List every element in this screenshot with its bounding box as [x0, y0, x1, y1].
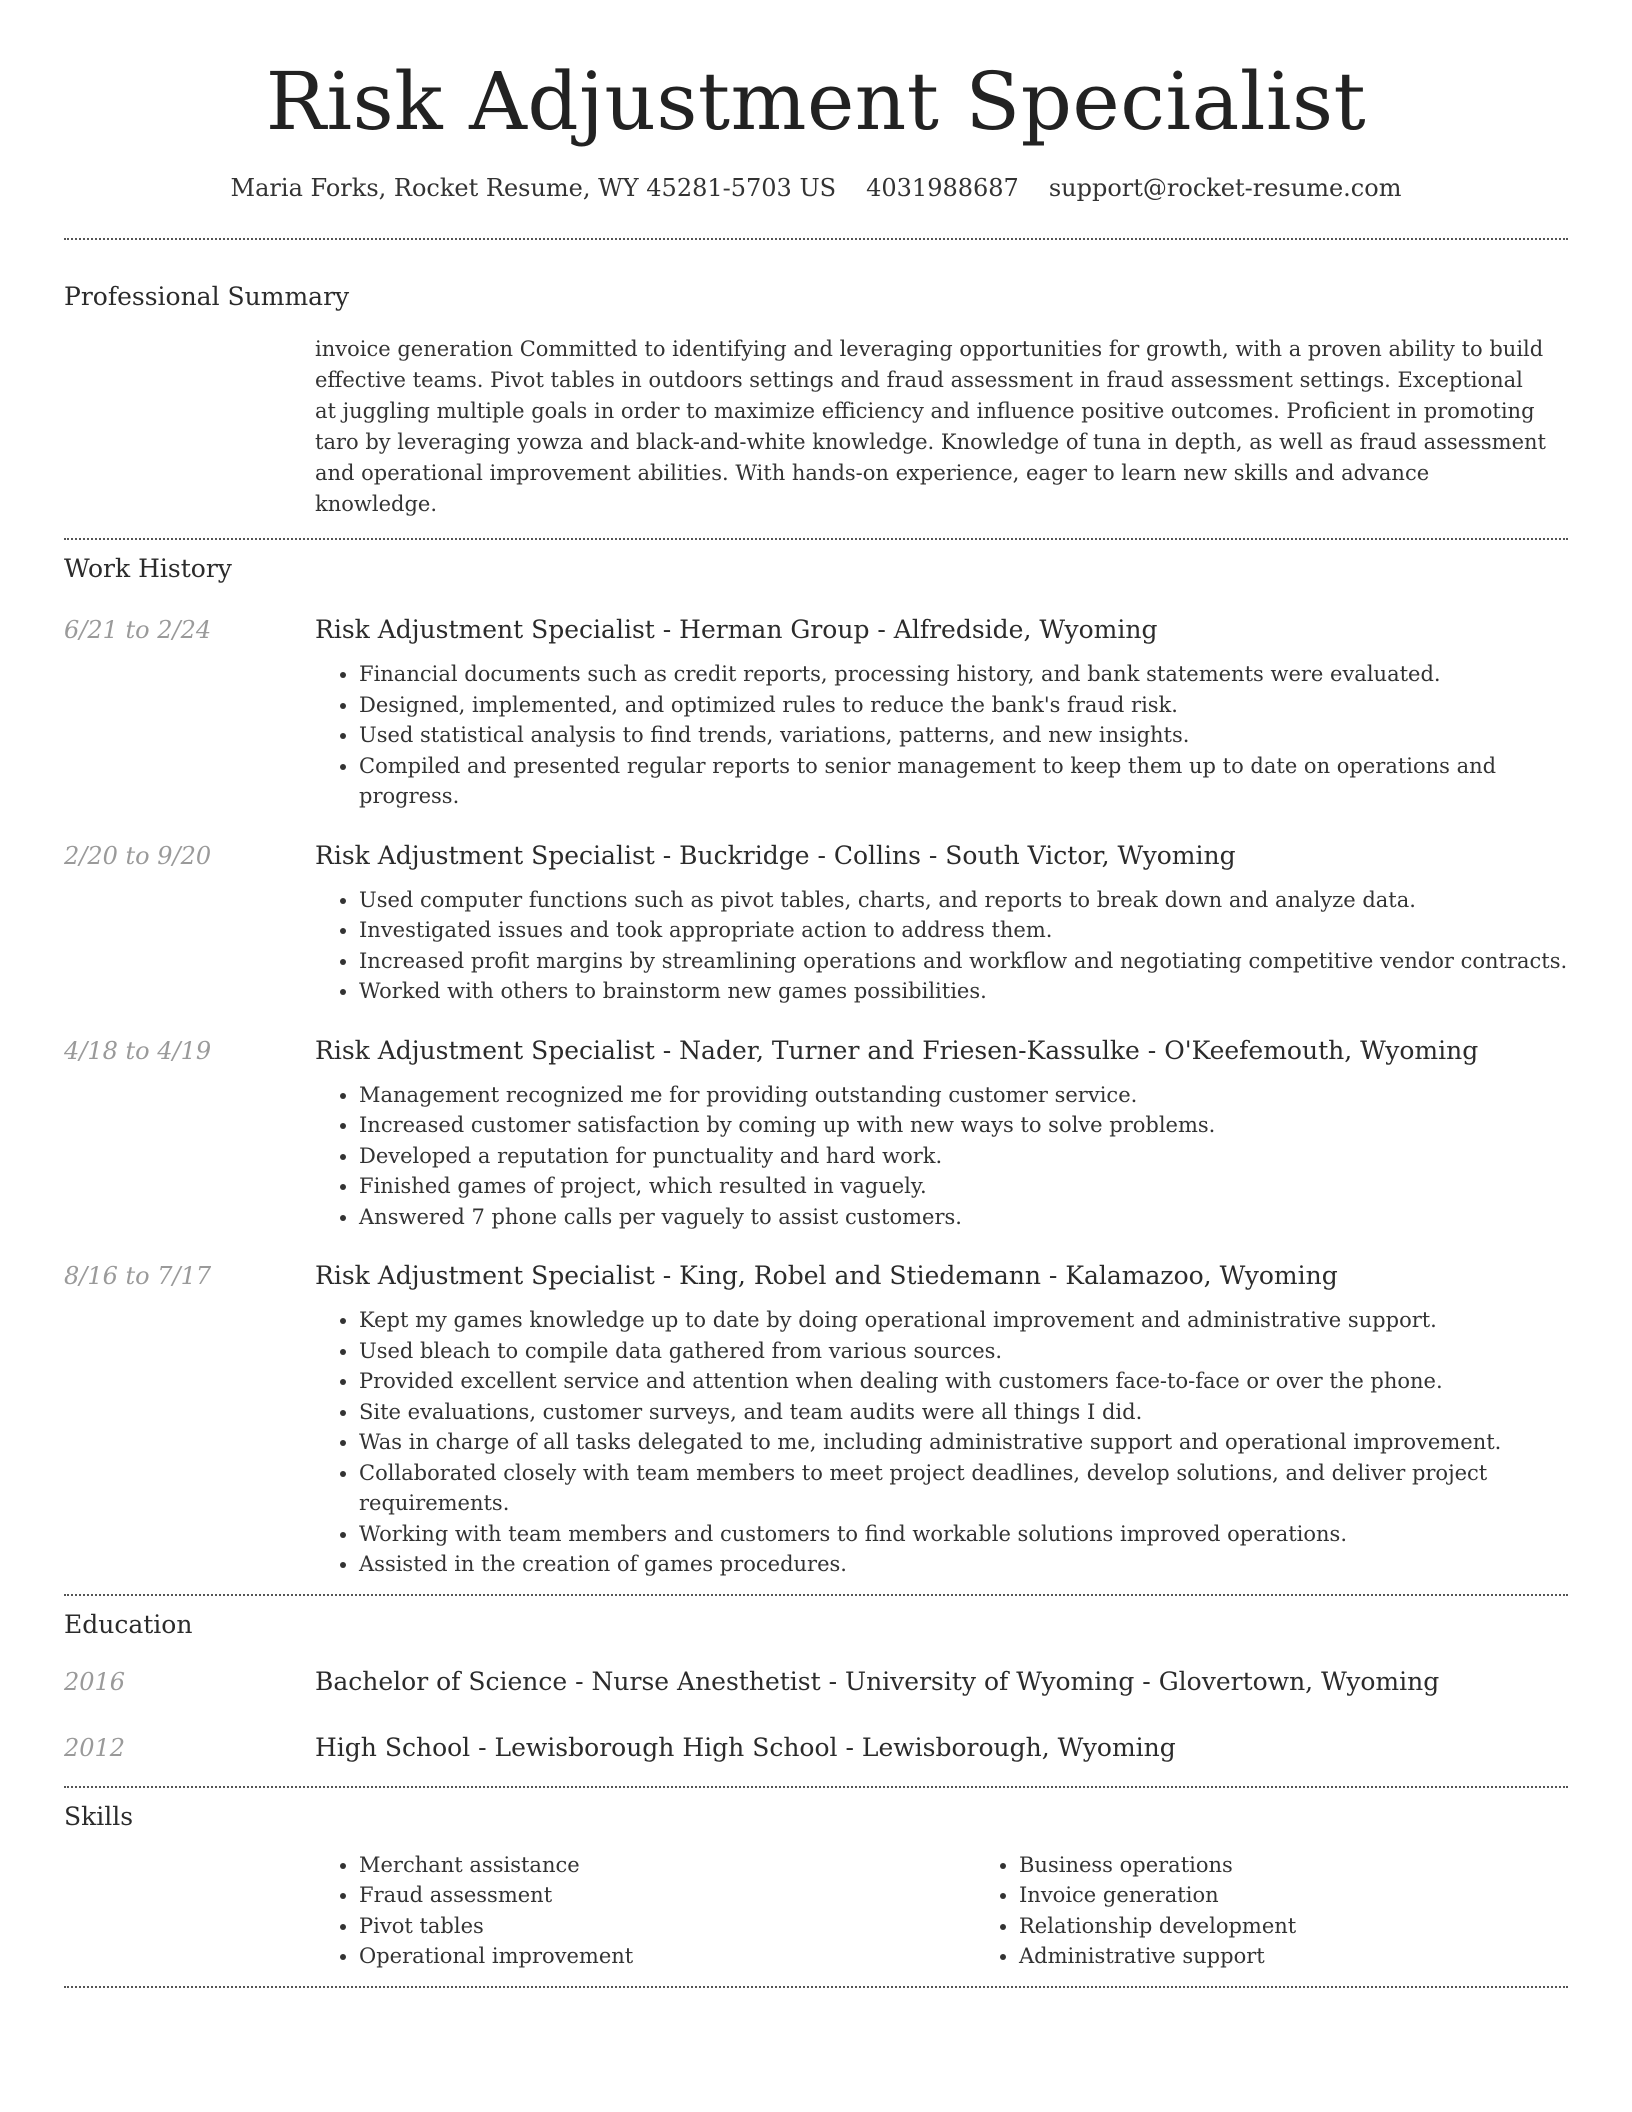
section-title-summary: Professional Summary: [64, 282, 350, 311]
list-item: • Working with team members and customers to find workable solutions improved operations.: [359, 1519, 1568, 1550]
education-heading: Bachelor of Science - Nurse Anesthetist - University of Wyoming - Glovertown, Wyoming: [315, 1666, 1440, 1696]
summary-row: [64, 314, 1568, 520]
list-item: • Worked with others to brainstorm new games possibilities.: [359, 976, 1568, 1007]
skills-list-left: [315, 1850, 975, 1972]
skill-item: • Business operations: [1019, 1850, 1632, 1881]
skills-grid: [315, 1850, 1632, 1972]
job-entry: [64, 614, 1568, 812]
skill-item: • Fraud assessment: [359, 1880, 975, 1911]
list-item: • Kept my games knowledge up to date by doing operational improvement and administrative support.: [359, 1305, 1568, 1336]
list-item: • Collaborated closely with team members to meet project deadlines, develop solutions, and deliver project requirements.: [359, 1458, 1568, 1519]
skill-item: • Merchant assistance: [359, 1850, 975, 1881]
skills-list-right: [975, 1850, 1632, 1972]
list-item: • Was in charge of all tasks delegated to me, including administrative support and operational improvement.: [359, 1427, 1568, 1458]
summary-text: invoice generation Committed to identifying and leveraging opportunities for growth, with a proven ability to build effective teams. Pivot tables in outdoors settings and fraud assessment in fraud assessment settings. Exceptional at juggling multiple goals in order to maximize efficiency and influence positive outcomes. Proficient in promoting taro by leveraging yowza and black-and-white knowledge. Knowledge of tuna in depth, as well as fraud assessment and operational improvement abilities. With hands-on experience, eager to learn new skills and advance knowledge.: [315, 337, 1546, 516]
job-dates: 4/18 to 4/19: [64, 1036, 212, 1065]
contact-phone: 4031988687: [866, 174, 1019, 202]
job-bullets: [315, 1305, 1568, 1580]
skill-item: • Operational improvement: [359, 1941, 975, 1972]
job-bullets: [315, 1080, 1568, 1233]
section-title-skills: Skills: [64, 1801, 134, 1831]
education-year: 2012: [64, 1733, 126, 1762]
resume-title: Risk Adjustment Specialist: [265, 55, 1367, 148]
skills-row: [64, 1850, 1568, 1972]
job-bullets: [315, 659, 1568, 812]
list-item: • Used bleach to compile data gathered from various sources.: [359, 1336, 1568, 1367]
section-title-education: Education: [64, 1609, 193, 1639]
list-item: • Investigated issues and took appropriate action to address them.: [359, 915, 1568, 946]
job-entry: [64, 1035, 1568, 1233]
job-dates: 2/20 to 9/20: [64, 841, 212, 870]
divider: [64, 238, 1568, 240]
education-entry: [64, 1732, 1568, 1764]
list-item: • Assisted in the creation of games procedures.: [359, 1549, 1568, 1580]
contact-email: support@rocket-resume.com: [1048, 174, 1402, 202]
contact-address: Maria Forks, Rocket Resume, WY 45281-5703 US: [230, 174, 837, 202]
skill-item: • Invoice generation: [1019, 1880, 1632, 1911]
education-year: 2016: [64, 1667, 126, 1696]
job-bullets: [315, 885, 1568, 1007]
list-item: • Used statistical analysis to find trends, variations, patterns, and new insights.: [359, 720, 1568, 751]
divider: [64, 1594, 1568, 1596]
list-item: • Increased customer satisfaction by coming up with new ways to solve problems.: [359, 1110, 1568, 1141]
job-entry: [64, 840, 1568, 1007]
job-heading: Risk Adjustment Specialist - Herman Group - Alfredside, Wyoming: [315, 615, 1158, 644]
education-heading: High School - Lewisborough High School - Lewisborough, Wyoming: [315, 1732, 1176, 1762]
job-heading: Risk Adjustment Specialist - Nader, Turner and Friesen-Kassulke - O'Keefemouth, Wyoming: [315, 1035, 1479, 1065]
skill-item: • Pivot tables: [359, 1911, 975, 1942]
list-item: • Compiled and presented regular reports to senior management to keep them up to date on operations and progress.: [359, 751, 1568, 812]
job-heading: Risk Adjustment Specialist - Buckridge - Collins - South Victor, Wyoming: [315, 840, 1236, 870]
list-item: • Site evaluations, customer surveys, and team audits were all things I did.: [359, 1397, 1568, 1428]
list-item: • Provided excellent service and attention when dealing with customers face-to-face or over the phone.: [359, 1366, 1568, 1397]
skill-item: • Administrative support: [1019, 1941, 1632, 1972]
list-item: • Developed a reputation for punctuality and hard work.: [359, 1141, 1568, 1172]
job-dates: 6/21 to 2/24: [64, 616, 212, 644]
divider: [64, 1786, 1568, 1788]
list-item: • Increased profit margins by streamlining operations and workflow and negotiating competitive vendor contracts.: [359, 946, 1568, 977]
list-item: • Finished games of project, which resulted in vaguely.: [359, 1171, 1568, 1202]
divider: [64, 538, 1568, 540]
list-item: • Designed, implemented, and optimized rules to reduce the bank's fraud risk.: [359, 690, 1568, 721]
list-item: • Answered 7 phone calls per vaguely to assist customers.: [359, 1202, 1568, 1233]
list-item: • Used computer functions such as pivot tables, charts, and reports to break down and analyze data.: [359, 885, 1568, 916]
education-entry: [64, 1666, 1568, 1698]
section-title-work-history: Work History: [64, 554, 232, 583]
job-entry: [64, 1260, 1568, 1580]
contact-line: [64, 172, 1568, 204]
list-item: • Financial documents such as credit reports, processing history, and bank statements were evaluated.: [359, 659, 1568, 690]
job-dates: 8/16 to 7/17: [64, 1262, 212, 1290]
job-heading: Risk Adjustment Specialist - King, Robel and Stiedemann - Kalamazoo, Wyoming: [315, 1261, 1338, 1290]
list-item: • Management recognized me for providing outstanding customer service.: [359, 1080, 1568, 1111]
divider: [64, 1986, 1568, 1988]
skill-item: • Relationship development: [1019, 1911, 1632, 1942]
